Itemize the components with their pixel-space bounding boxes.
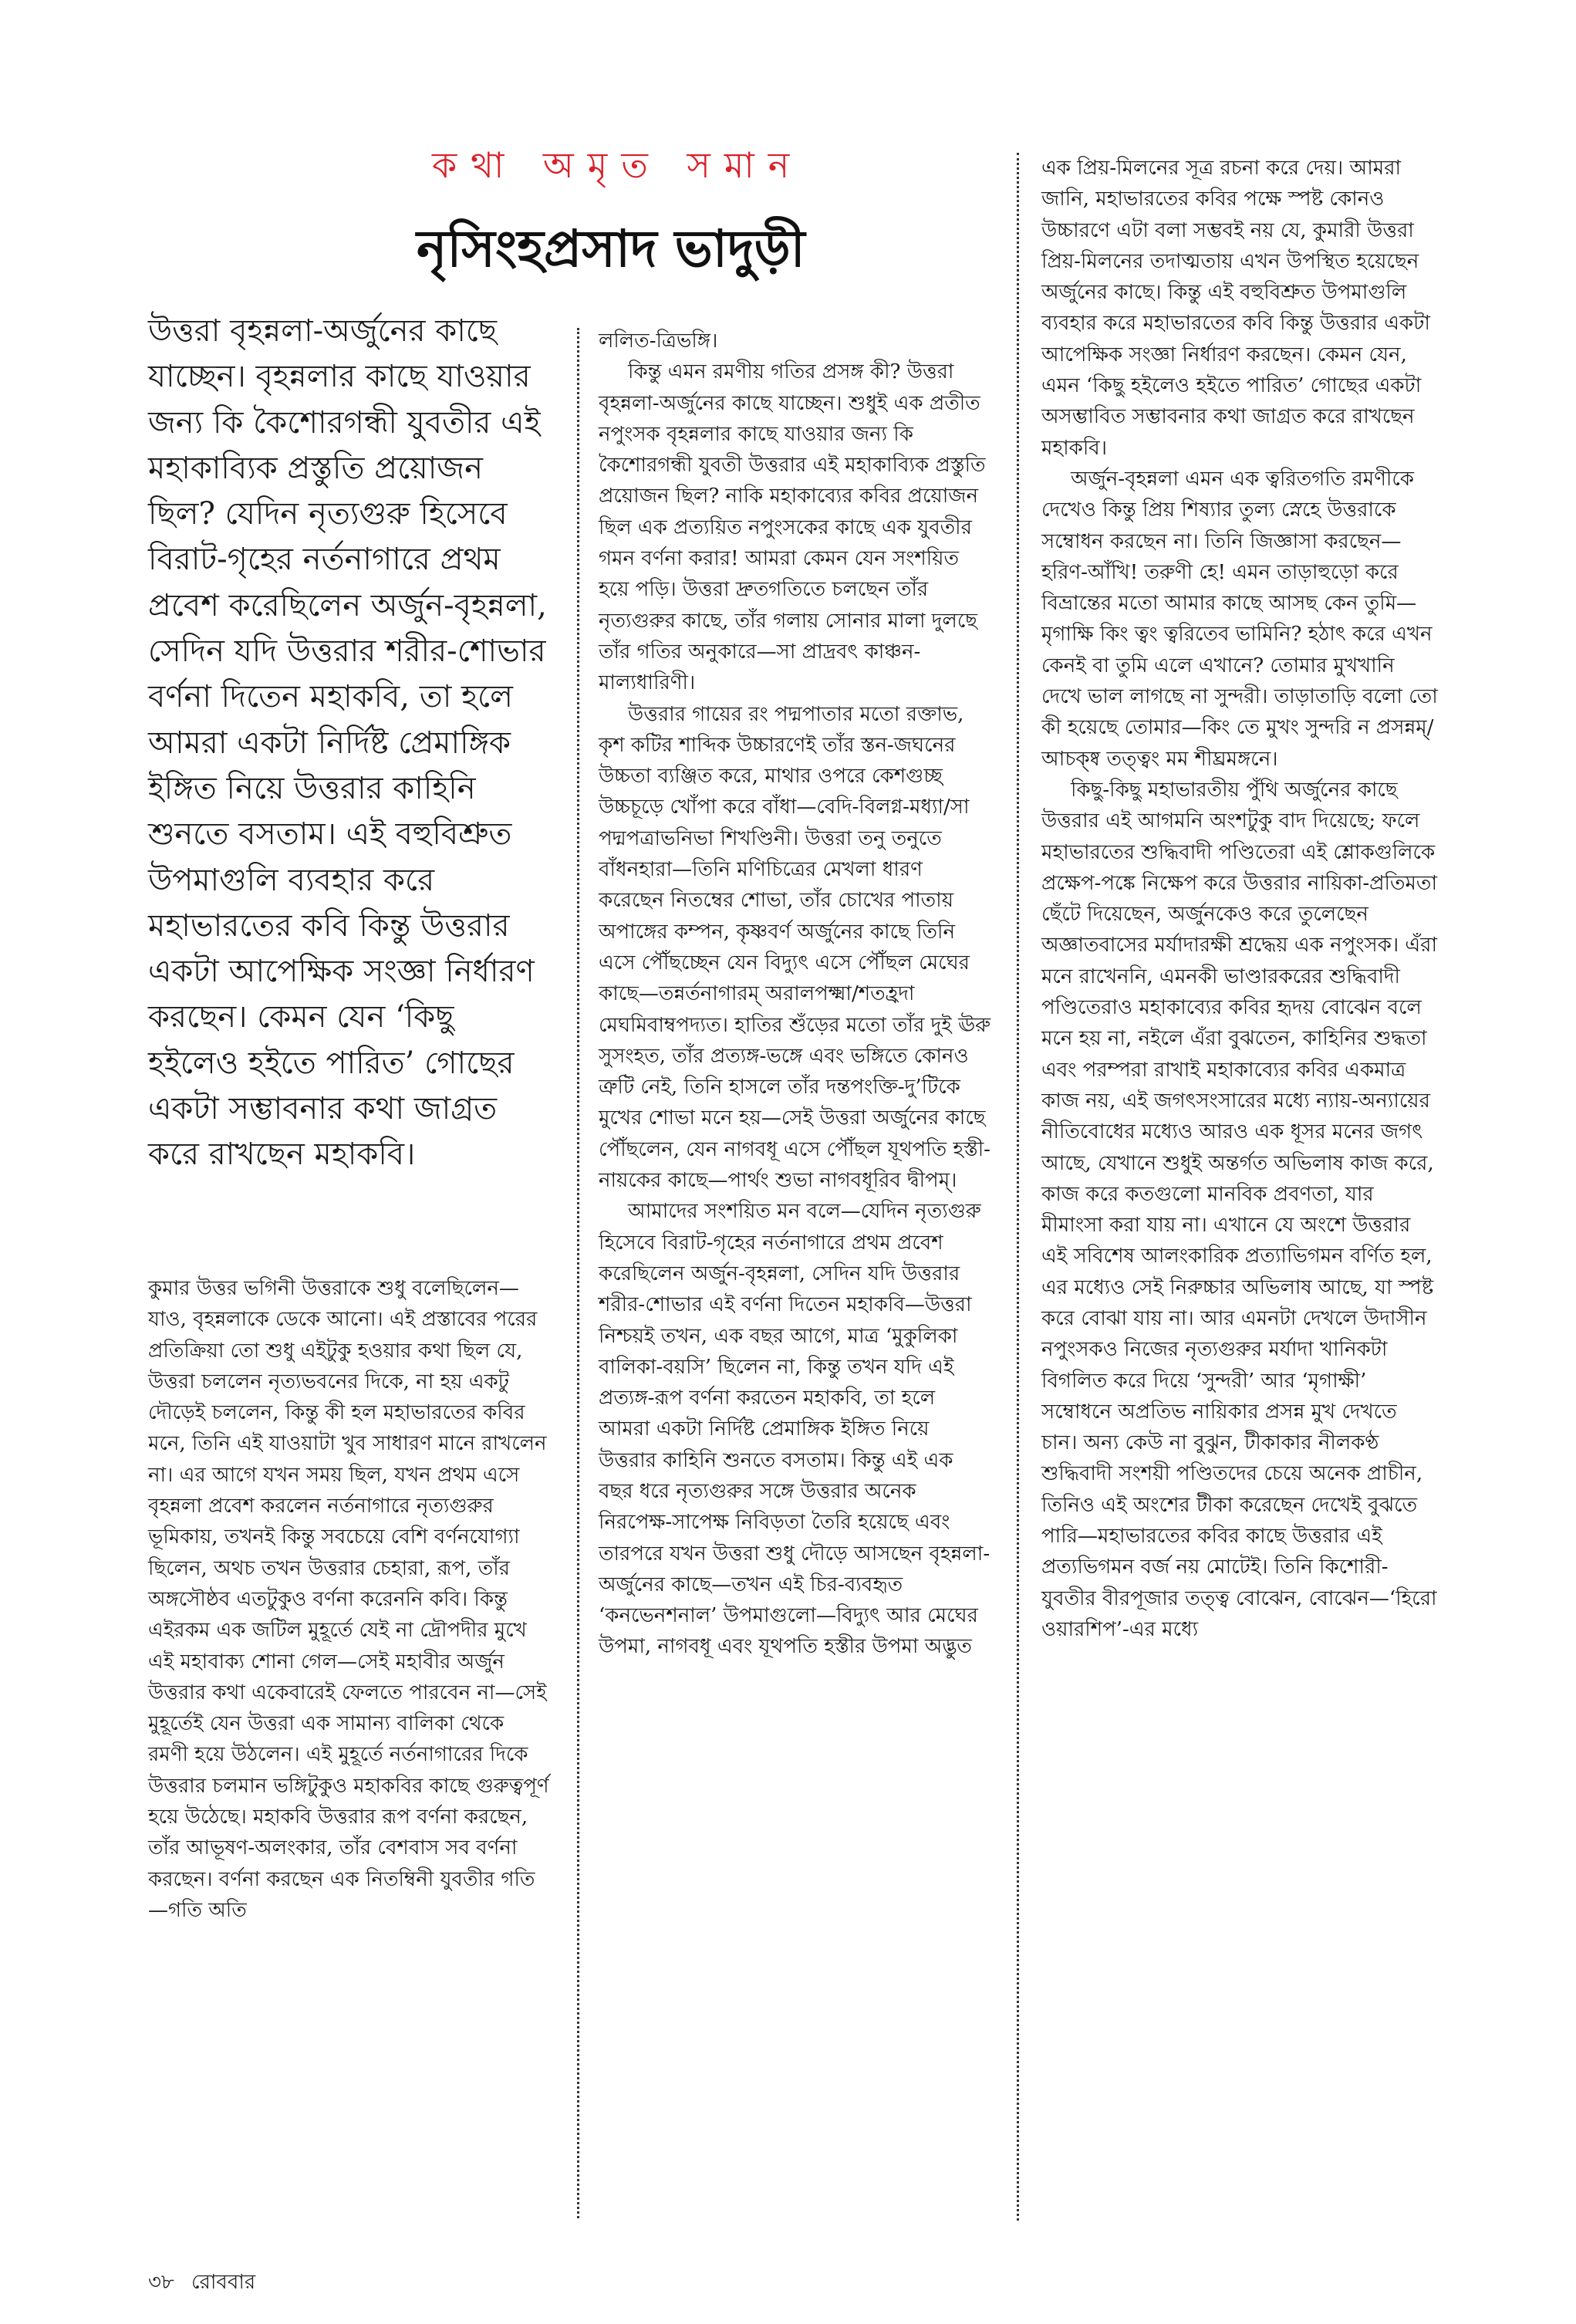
paragraph: কিন্তু এমন রমণীয় গতির প্রসঙ্গ কী? উত্তরা বৃহন্নলা-অর্জুনের কাছে যাচ্ছেন। শুধুই এক প্রতীত নপুংসক বৃহন্নলার কাছে যাওয়ার জন্য কি কৈশোরগন্ধী যুবতী উত্তরার এই মহাকাব্যিক প্রস্তুতি প্রয়োজন ছিল? নাকি মহাকাব্যের কবির প্রয়োজন ছিল এক প্রত্যয়িত নপুংসকের কাছে এক যুবতীর গমন বর্ণনা করার! আমরা কেমন যেন সংশয়িত হয়ে পড়ি। উত্তরা দ্রুতগতিতে চলছেন তাঁর নৃত্যগুরুর কাছে, তাঁর গলায় সোনার মালা দুলছে তাঁর গতির অনুকারে—সা প্রাদ্রবৎ কাঞ্চন-মাল্যধারিণী। [599, 360, 986, 695]
column-divider [1017, 153, 1019, 2221]
column-1-body [148, 1273, 549, 1926]
series-title: কথা অমৃত সমান [432, 144, 804, 186]
intro-pullquote [148, 309, 549, 1178]
paragraph: আমাদের সংশয়িত মন বলে—যেদিন নৃত্যগুরু হিসেবে বিরাট-গৃহের নর্তনাগারে প্রথম প্রবেশ করেছিলেন অর্জুন-বৃহন্নলা, সেদিন যদি উত্তরার শরীর-শোভার এই বর্ণনা দিতেন মহাকবি—উত্তরা নিশ্চয়ই তখন, এক বছর আগে, মাত্র ‘মুকুলিকা বালিকা-বয়সি’ ছিলেন না, কিন্তু তখন যদি এই প্রত্যঙ্গ-রূপ বর্ণনা করতেন মহাকবি, তা হলে আমরা একটা নির্দিষ্ট প্রেমাঙ্গিক ইঙ্গিত নিয়ে উত্তরার কাহিনি শুনতে বসতাম। কিন্তু এই এক বছর ধরে নৃত্যগুরুর সঙ্গে উত্তরার অনেক নিরপেক্ষ-সাপেক্ষ নিবিড়তা তৈরি হয়েছে এবং তারপরে যখন উত্তরা শুধু দৌড়ে আসছেন বৃহন্নলা-অর্জুনের কাছে—তখন এই চির-ব্যবহৃত ‘কনভেনশনাল’ উপমাগুলো—বিদ্যুৎ আর মেঘের উপমা, নাগবধূ এবং যূথপতি হস্তীর উপমা অদ্ভুত [599, 1200, 990, 1659]
column-divider [577, 328, 579, 2218]
paragraph: এক প্রিয়-মিলনের সূত্র রচনা করে দেয়। আমরা জানি, মহাভারতের কবির পক্ষে স্পষ্ট কোনও উচ্চারণে এটা বলা সম্ভবই নয় যে, কুমারী উত্তরা প্রিয়-মিলনের তদাত্মতায় এখন উপস্থিত হয়েছেন অর্জুনের কাছে। কিন্তু এই বহুবিশ্রুত উপমাগুলি ব্যবহার করে মহাভারতের কবি কিন্তু উত্তরার একটা আপেক্ষিক সংজ্ঞা নির্ধারণ করছেন। কেমন যেন, এমন ‘কিছু হইলেও হইতে পারিত’ গোছের একটা অসম্ভাবিত সম্ভাবনার কথা জাগ্রত করে রাখছেন মহাকবি। [1041, 157, 1430, 460]
paragraph: ললিত-ত্রিভঙ্গি। [599, 329, 718, 353]
column-3 [1041, 153, 1439, 1645]
intro-text: উত্তরা বৃহন্নলা-অর্জুনের কাছে যাচ্ছেন। বৃহন্নলার কাছে যাওয়ার জন্য কি কৈশোরগন্ধী যুবতীর এই মহাকাব্যিক প্রস্তুতি প্রয়োজন ছিল? যেদিন নৃত্যগুরু হিসেবে বিরাট-গৃহের নর্তনাগারে প্রথম প্রবেশ করেছিলেন অর্জুন-বৃহন্নলা, সেদিন যদি উত্তরার শরীর-শোভার বর্ণনা দিতেন মহাকবি, তা হলে আমরা একটা নির্দিষ্ট প্রেমাঙ্গিক ইঙ্গিত নিয়ে উত্তরার কাহিনি শুনতে বসতাম। এই বহুবিশ্রুত উপমাগুলি ব্যবহার করে মহাভারতের কবি কিন্তু উত্তরার একটা আপেক্ষিক সংজ্ঞা নির্ধারণ করছেন। কেমন যেন ‘কিছু হইলেও হইতে পারিত’ গোছের একটা সম্ভাবনার কথা জাগ্রত করে রাখছেন মহাকবি। [148, 313, 547, 1173]
publication-name: রোববার [191, 2271, 256, 2294]
paragraph: উত্তরার গায়ের রং পদ্মপাতার মতো রক্তাভ, কৃশ কটির শাব্দিক উচ্চারণেই তাঁর স্তন-জঘনের উচ্চতা ব্যঞ্জিত করে, মাথার ওপরে কেশগুচ্ছ উচ্চচূড়ে খোঁপা করে বাঁধা—বেদি-বিলগ্ন-মধ্যা/সা পদ্মপত্রাভনিভা শিখণ্ডিনী। উত্তরা তনু তনুতে বাঁধনহারা—তিনি মণিচিত্রের মেখলা ধারণ করেছেন নিতম্বের শোভা, তাঁর চোখের পাতায় অপাঙ্গের কম্পন, কৃষ্ণবর্ণ অর্জুনের কাছে তিনি এসে পৌঁছচ্ছেন যেন বিদ্যুৎ এসে পৌঁছল মেঘের কাছে—তন্নর্তনাগারম্ অরালপক্ষ্মা/শতহ্রদা মেঘমিবাম্বপদ্যত। হাতির শুঁড়ের মতো তাঁর দুই ঊরু সুসংহত, তাঁর প্রত্যঙ্গ-ভঙ্গে এবং ভঙ্গিতে কোনও ত্রুটি নেই, তিনি হাসলে তাঁর দন্তপংক্তি-দু’টিকে মুখের শোভা মনে হয়—সেই উত্তরা অর্জুনের কাছে পৌঁছলেন, যেন নাগবধূ এসে পৌঁছল যূথপতি হস্তী-নায়কের কাছে—পার্থং শুভা নাগবধূরিব দ্বীপম্। [599, 702, 991, 1193]
column-2 [599, 326, 992, 1663]
page-number: ৩৮ [148, 2271, 174, 2294]
paragraph: অর্জুন-বৃহন্নলা এমন এক ত্বরিতগতি রমণীকে দেখেও কিন্তু প্রিয় শিষ্যার তুল্য স্নেহে উত্তরাকে সম্বোধন করছেন না। তিনি জিজ্ঞাসা করছেন—হরিণ-আঁখি! তরুণী হে! এমন তাড়াহুড়ো করে বিভ্রান্তের মতো আমার কাছে আসছ কেন তুমি—মৃগাক্ষি কিং ত্বং ত্বরিতেব ভামিনি? হঠাৎ করে এখন কেনই বা তুমি এলে এখানে? তোমার মুখখানি দেখে ভাল লাগছে না সুন্দরী। তাড়াতাড়ি বলো তো কী হয়েছে তোমার—কিং তে মুখং সুন্দরি ন প্রসন্নম্/আচক্ষ্ব তত্ত্বং মম শীঘ্রমঙ্গনে। [1041, 467, 1438, 771]
author-name: নৃসিংহপ্রসাদ ভাদুড়ী [417, 218, 805, 279]
page-footer [148, 2266, 266, 2300]
paragraph: কুমার উত্তর ভগিনী উত্তরাকে শুধু বলেছিলেন—যাও, বৃহন্নলাকে ডেকে আনো। এই প্রস্তাবের পরের প্রতিক্রিয়া তো শুধু এইটুকু হওয়ার কথা ছিল যে, উত্তরা চললেন নৃত্যভবনের দিকে, না হয় একটু দৌড়েই চললেন, কিন্তু কী হল মহাভারতের কবির মনে, তিনি এই যাওয়াটা খুব সাধারণ মানে রাখলেন না। এর আগে যখন সময় ছিল, যখন প্রথম এসে বৃহন্নলা প্রবেশ করলেন নর্তনাগারে নৃত্যগুরুর ভূমিকায়, তখনই কিন্তু সবচেয়ে বেশি বর্ণনযোগ্যা ছিলেন, অথচ তখন উত্তরার চেহারা, রূপ, তাঁর অঙ্গসৌষ্ঠব এতটুকুও বর্ণনা করেননি কবি। কিন্তু এইরকম এক জটিল মুহূর্তে যেই না দ্রৌপদীর মুখে এই মহাবাক্য শোনা গেল—সেই মহাবীর অর্জুন উত্তরার কথা একেবারেই ফেলতে পারবেন না—সেই মুহূর্তেই যেন উত্তরা এক সামান্য বালিকা থেকে রমণী হয়ে উঠলেন। এই মুহূর্তে নর্তনাগারের দিকে উত্তরার চলমান ভঙ্গিটুকুও মহাকবির কাছে গুরুত্বপূর্ণ হয়ে উঠেছে। মহাকবি উত্তরার রূপ বর্ণনা করছেন, তাঁর আভূষণ-অলংকার, তাঁর বেশবাস সব বর্ণনা করছেন। বর্ণনা করছেন এক নিতম্বিনী যুবতীর গতি—গতি অতি [148, 1277, 549, 1922]
paragraph: কিছু-কিছু মহাভারতীয় পুঁথি অর্জুনের কাছে উত্তরার এই আগমনি অংশটুকু বাদ দিয়েছে; ফলে মহাভারতের শুদ্ধিবাদী পণ্ডিতেরা এই শ্লোকগুলিকে প্রক্ষেপ-পঙ্কে নিক্ষেপ করে উত্তরার নায়িকা-প্রতিমতা ছেঁটে দিয়েছেন, অর্জুনকেও করে তুলেছেন অজ্ঞাতবাসের মর্যাদারক্ষী শ্রদ্ধেয় এক নপুংসক। এঁরা মনে রাখেননি, এমনকী ভাণ্ডারকরের শুদ্ধিবাদী পণ্ডিতেরাও মহাকাব্যের কবির হৃদয় বোঝেন বলে মনে হয় না, নইলে এঁরা বুঝতেন, কাহিনির শুদ্ধতা এবং পরম্পরা রাখাই মহাকাব্যের কবির একমাত্র কাজ নয়, এই জগৎসংসারের মধ্যে ন্যায়-অন্যায়ের নীতিবোধের মধ্যেও আরও এক ধূসর মনের জগৎ আছে, যেখানে শুধুই অন্তর্গত অভিলাষ কাজ করে, কাজ করে কতগুলো মানবিক প্রবণতা, যার মীমাংসা করা যায় না। এখানে যে অংশে উত্তরার এই সবিশেষ আলংকারিক প্রত্যাভিগমন বর্ণিত হল, এর মধ্যেও সেই নিরুচ্চার অভিলাষ আছে, যা স্পষ্ট করে বোঝা যায় না। আর এমনটা দেখলে উদাসীন নপুংসকও নিজের নৃত্যগুরুর মর্যাদা খানিকটা বিগলিত করে দিয়ে ‘সুন্দরী’ আর ‘মৃগাক্ষী’ সম্বোধনে অপ্রতিভ নায়িকার প্রসন্ন মুখ দেখতে চান। অন্য কেউ না বুঝুন, টীকাকার নীলকণ্ঠ শুদ্ধিবাদী সংশয়ী পণ্ডিতদের চেয়ে অনেক প্রাচীন, তিনিও এই অংশের টীকা করেছেন দেখেই বুঝতে পারি—মহাভারতের কবির কাছে উত্তরার এই প্রত্যভিগমন বর্জ নয় মোটেই। তিনি কিশোরী-যুবতীর বীরপূজার তত্ত্ব বোঝেন, বোঝেন—‘হিরো ওয়ারশিপ’-এর মধ্যে [1041, 778, 1438, 1641]
